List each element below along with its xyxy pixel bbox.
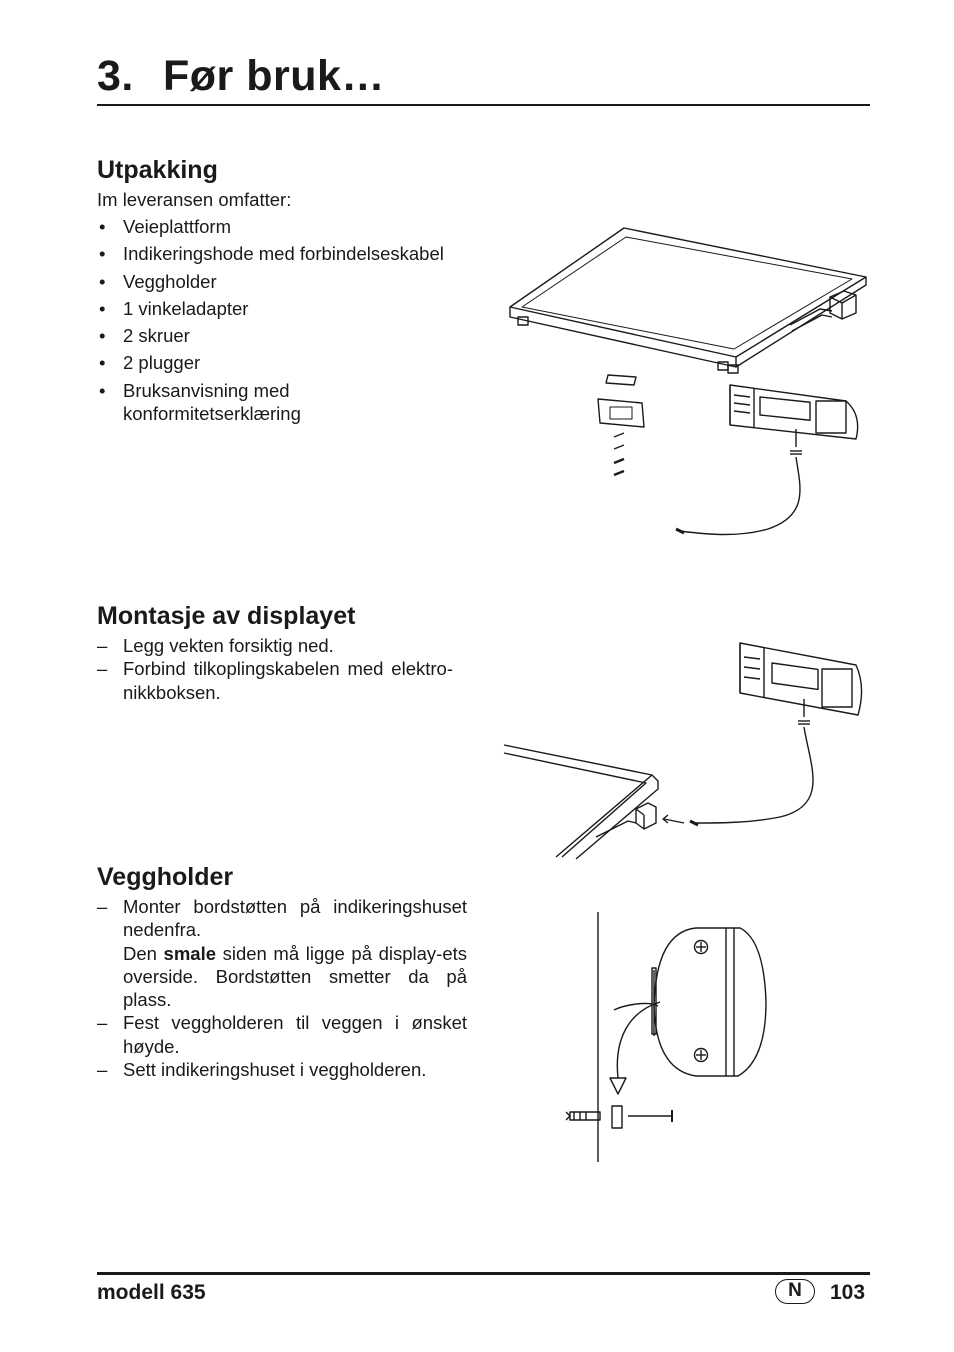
- screws: [614, 433, 624, 449]
- mounting-screw: [628, 1110, 672, 1122]
- package-contents-illustration: [500, 225, 880, 545]
- unpacking-list: [97, 215, 477, 430]
- list-item: – Sett indikeringshuset i veggholderen.: [97, 1058, 467, 1081]
- holder-bracket: [612, 1106, 622, 1128]
- display-head: [730, 385, 858, 439]
- list-item: • Bruksanvisning med konformitetserklæring: [97, 379, 323, 426]
- step-text: – Monter bordstøtten på indikeringshuset nedenfra.: [123, 896, 467, 941]
- footer-model: modell 635: [97, 1281, 206, 1304]
- page-number: 103: [830, 1281, 866, 1304]
- step-note: [123, 942, 467, 1012]
- list-item: • 2 plugger: [97, 351, 477, 375]
- wall-plug: [566, 1112, 600, 1120]
- list-item: • 2 skruer: [97, 324, 477, 348]
- plugs: [614, 459, 624, 475]
- wall-holder-illustration: [560, 910, 780, 1166]
- section-heading-display-mounting: Montasje av displayet: [97, 602, 356, 630]
- note-prefix: Den: [123, 942, 164, 964]
- section-heading-wall-holder: Veggholder: [97, 863, 234, 891]
- chapter-number: 3.: [97, 52, 134, 100]
- list-item: • Veieplattform: [97, 215, 477, 239]
- platform-corner: [504, 745, 658, 859]
- list-item: – Legg vekten forsiktig ned.: [97, 634, 467, 657]
- chapter-title-text: Før bruk…: [163, 52, 385, 100]
- connection-cable: [676, 429, 802, 535]
- title-rule: [97, 104, 870, 106]
- section-heading-unpacking: Utpakking: [97, 156, 218, 184]
- angle-adapter: [606, 375, 636, 385]
- display-mounting-illustration: [500, 635, 870, 863]
- footer-rule: [97, 1272, 870, 1275]
- wall-holder-steps: [97, 895, 467, 1081]
- display-mounting-steps: [97, 634, 467, 704]
- display-head: [740, 643, 862, 715]
- unpacking-intro: Im leveransen omfatter:: [97, 189, 292, 210]
- list-item: • Indikeringshode med forbindelseskabel: [97, 242, 477, 266]
- display-housing: [652, 928, 766, 1076]
- screw-heads: [695, 941, 708, 1062]
- list-item: • 1 vinkeladapter: [97, 297, 477, 321]
- note-suffix: siden må ligge på display-ets overside. Bordstøtten smetter da på plass.: [123, 942, 468, 1011]
- connection-cable: [690, 699, 813, 825]
- list-item: – Forbind tilkoplingskabelen med elektro-nikkboksen.: [97, 657, 453, 704]
- weighing-platform: [510, 228, 866, 357]
- chapter-title: [97, 50, 385, 102]
- emphasis-smale: smale: [163, 942, 217, 964]
- language-badge: N: [775, 1279, 815, 1304]
- list-item: – Fest veggholderen til veggen i ønsket høyde.: [97, 1011, 467, 1058]
- list-item: [97, 895, 467, 1011]
- list-item: • Veggholder: [97, 270, 477, 294]
- wall-holder: [598, 399, 644, 427]
